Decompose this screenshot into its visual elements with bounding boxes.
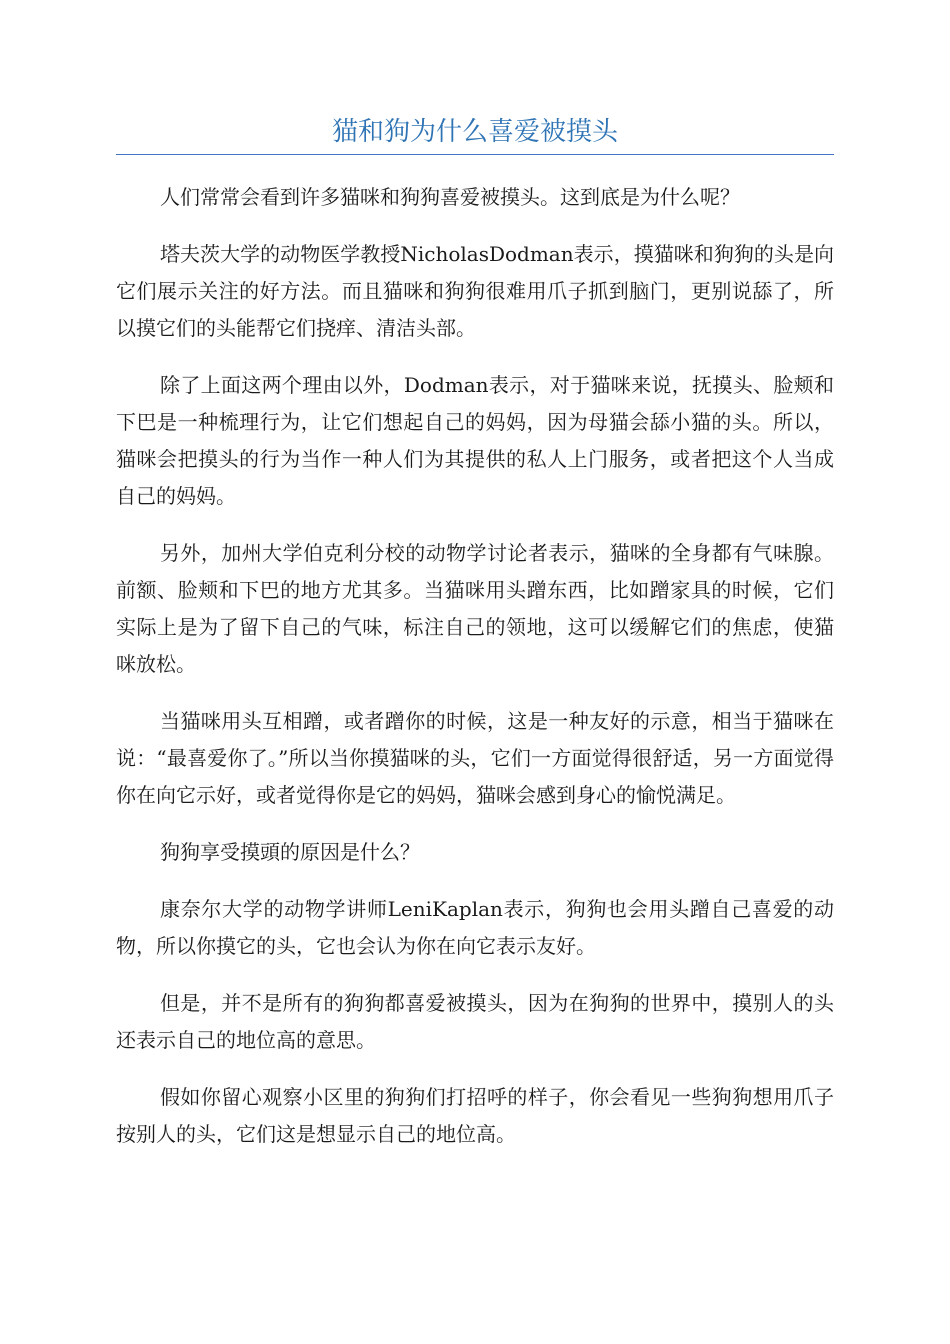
paragraph-dodman-explanation: 塔夫茨大学的动物医学教授NicholasDodman表示，摸猫咪和狗狗的头是向它们展示关注的好方法。而且猫咪和狗狗很难用爪子抓到脑门，更别说舔了，所以摸它们的头能帮它们挠痒、清洁头部。	[116, 242, 834, 340]
paragraph-scent-glands: 另外，加州大学伯克利分校的动物学讨论者表示，猫咪的全身都有气味腺。前额、脸颊和下巴的地方尤其多。当猫咪用头蹭东西，比如蹭家具的时候，它们实际上是为了留下自己的气味，标注自己的领地，这可以缓解它们的焦虑，使猫咪放松。	[116, 541, 834, 676]
document-title: 猫和狗为什么喜爱被摸头	[331, 117, 618, 147]
paragraph-grooming-behavior: 除了上面这两个理由以外，Dodman表示，对于猫咪来说，抚摸头、脸颊和下巴是一种梳理行为，让它们想起自己的妈妈，因为母猫会舔小猫的头。所以，猫咪会把摸头的行为当作一种人们为其提供的私人上门服务，或者把这个人当成自己的妈妈。	[116, 373, 834, 508]
paragraph-friendly-signal: 当猫咪用头互相蹭，或者蹭你的时候，这是一种友好的示意，相当于猫咪在说：“最喜爱你了。”所以当你摸猫咪的头，它们一方面觉得很舒适，另一方面觉得你在向它示好，或者觉得你是它的妈妈，猫咪会感到身心的愉悦满足。	[116, 709, 834, 807]
paragraph-observation: 假如你留心观察小区里的狗狗们打招呼的样子，你会看见一些狗狗想用爪子按别人的头，它们这是想显示自己的地位高。	[116, 1085, 834, 1146]
paragraph-kaplan-explanation: 康奈尔大学的动物学讲师LeniKaplan表示，狗狗也会用头蹭自己喜爱的动物，所以你摸它的头，它也会认为你在向它表示友好。	[116, 897, 834, 958]
title-underline	[116, 154, 834, 155]
paragraph-dog-question: 狗狗享受摸頭的原因是什么？	[160, 840, 420, 864]
paragraph-dog-status: 但是，并不是所有的狗狗都喜爱被摸头，因为在狗狗的世界中，摸别人的头还表示自己的地位高的意思。	[116, 991, 834, 1052]
paragraph-intro: 人们常常会看到许多猫咪和狗狗喜爱被摸头。这到底是为什么呢？	[160, 185, 740, 209]
document-body	[116, 179, 834, 1173]
